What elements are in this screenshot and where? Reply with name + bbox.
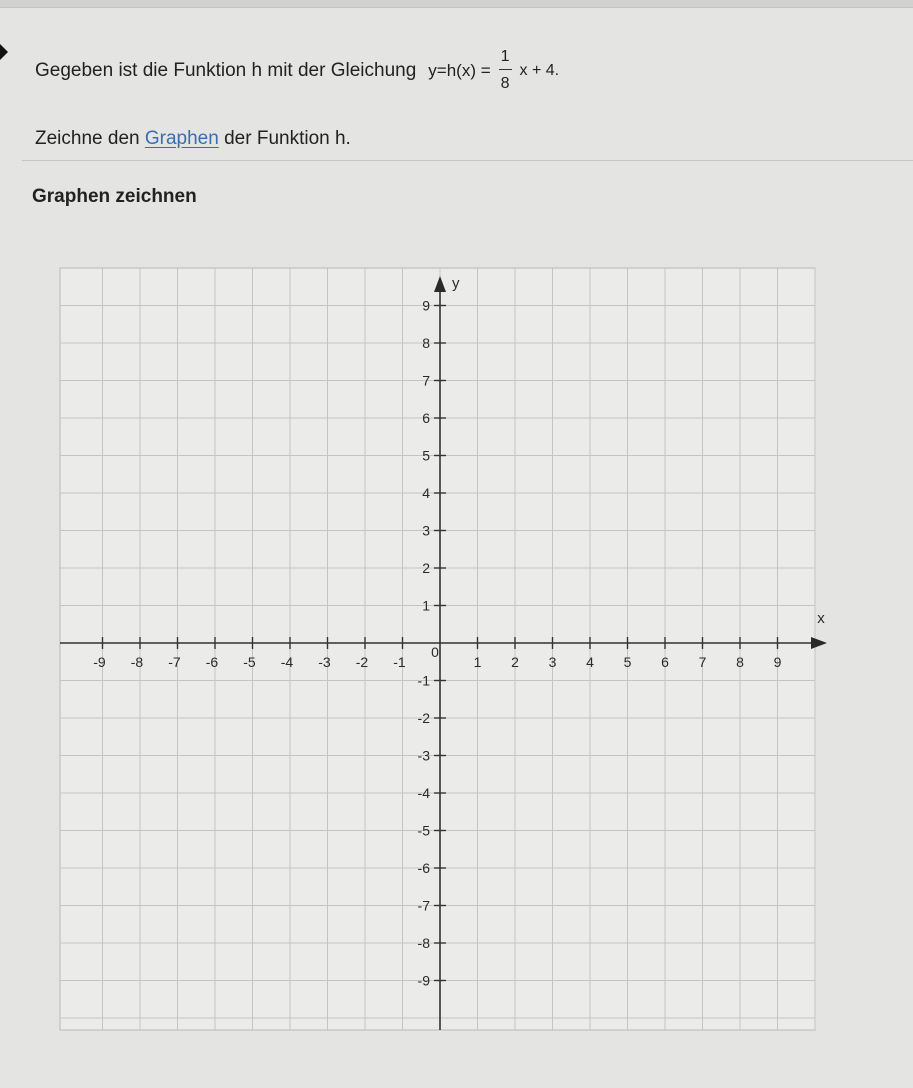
instruction-text-after: der Funktion h. (224, 128, 351, 149)
x-tick-label: 3 (548, 654, 557, 670)
x-tick-label: -4 (280, 654, 294, 670)
x-tick-label: 8 (736, 654, 744, 670)
x-tick-label: -2 (355, 654, 369, 670)
y-tick-label: 9 (422, 297, 430, 314)
x-tick-label: 1 (473, 654, 482, 670)
y-tick-label: 8 (422, 335, 430, 351)
y-tick-label: 2 (422, 560, 430, 576)
y-tick-label: 5 (422, 447, 430, 464)
x-tick-label: -8 (130, 654, 144, 670)
y-tick-label: -3 (417, 747, 430, 764)
x-tick-label: -6 (205, 654, 219, 670)
y-tick-label: 4 (422, 485, 430, 501)
equation-tail: x + 4. (519, 61, 560, 79)
origin-label: 0 (431, 644, 439, 660)
y-tick-label: -9 (417, 972, 430, 989)
y-tick-label: 1 (422, 597, 430, 614)
task-prefix: Gegeben ist die Funktion h mit der Gleichung (35, 59, 417, 81)
x-tick-label: -3 (318, 654, 331, 670)
x-tick-label: 4 (586, 654, 594, 670)
y-tick-label: 7 (422, 372, 430, 389)
x-tick-label: -7 (168, 654, 181, 670)
y-tick-label: 3 (422, 522, 430, 539)
y-tick-label: -8 (417, 935, 430, 951)
x-axis-arrow-icon (811, 637, 827, 649)
fraction-denominator: 8 (500, 75, 510, 92)
x-tick-label: 9 (773, 654, 782, 670)
y-tick-label: -6 (417, 860, 430, 876)
y-tick-label: -2 (417, 710, 430, 726)
y-tick-label: 6 (422, 410, 430, 426)
x-tick-label: 7 (698, 654, 707, 670)
y-tick-label: -1 (417, 672, 430, 689)
x-tick-label: -9 (93, 654, 106, 670)
y-axis-label: y (452, 275, 460, 292)
y-tick-label: -4 (417, 785, 430, 801)
graphen-link[interactable]: Graphen (144, 128, 219, 149)
instruction-text-before: Zeichne den (35, 128, 140, 149)
x-tick-label: -1 (393, 654, 406, 670)
section-title: Graphen zeichnen (32, 186, 197, 207)
x-tick-label: 2 (511, 654, 519, 670)
x-tick-label: 5 (623, 654, 632, 670)
x-tick-label: 6 (661, 654, 669, 670)
x-tick-label: -5 (243, 654, 256, 670)
fraction-numerator: 1 (499, 49, 512, 70)
x-axis-label: x (817, 610, 825, 627)
y-tick-label: -7 (417, 897, 430, 914)
y-tick-label: -5 (417, 822, 430, 839)
equation-lhs: y=h(x) = (428, 60, 491, 80)
